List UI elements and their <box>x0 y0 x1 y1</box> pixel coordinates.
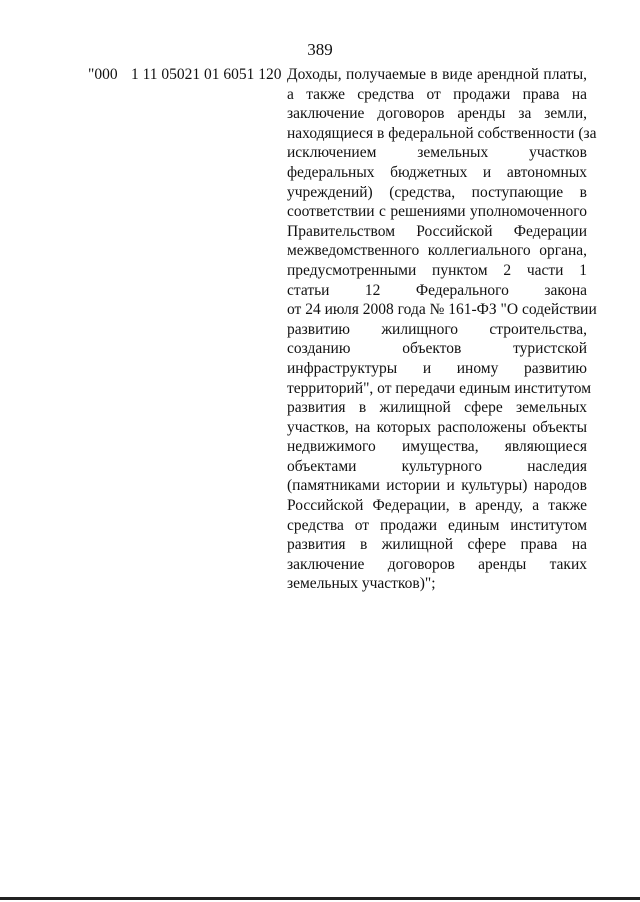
description-line: находящиеся в федеральной собственности (за <box>287 124 597 142</box>
description-line: от 24 июля 2008 года № 161-ФЗ "О содействии <box>287 301 597 319</box>
description-line: средства от продажи единым институтом <box>287 516 587 534</box>
description-line: федеральных бюджетных и автономных <box>287 163 587 181</box>
description-line: межведомственного коллегиального органа, <box>287 242 587 260</box>
description-line: заключение договоров аренды за земли, <box>287 105 587 123</box>
description-line: а также средства от продажи права на <box>287 85 587 103</box>
description-line: территорий", от передачи единым институтом <box>287 379 592 397</box>
description-line: Российской Федерации, в аренду, а также <box>287 497 587 515</box>
description-line: развития в жилищной сфере земельных <box>287 399 587 417</box>
kbk-code: 1 11 05021 01 6051 120 <box>131 66 282 83</box>
description-line: недвижимого имущества, являющиеся <box>287 438 587 456</box>
description-line: Доходы, получаемые в виде арендной платы, <box>287 66 587 83</box>
description-line: статьи 12 Федерального закона <box>287 281 587 299</box>
admin-code: "000 <box>88 66 118 83</box>
description-line: учреждений) (средства, поступающие в <box>287 183 587 201</box>
description-line: заключение договоров аренды таких <box>287 555 587 573</box>
description-line: инфраструктуры и иному развитию <box>287 359 587 377</box>
description-line: развития в жилищной сфере права на <box>287 536 587 554</box>
description-line: созданию объектов туристской <box>287 340 587 358</box>
scan-edge-rule <box>0 897 640 900</box>
description-line: Правительством Российской Федерации <box>287 222 587 240</box>
description-line: объектами культурного наследия <box>287 457 587 475</box>
description-line: предусмотренными пунктом 2 части 1 <box>287 261 587 279</box>
description-line: исключением земельных участков <box>287 144 587 162</box>
revenue-description <box>287 65 597 594</box>
description-line: участков, на которых расположены объекты <box>287 418 587 436</box>
description-line: земельных участков)"; <box>287 575 436 593</box>
page-number: 389 <box>307 40 333 59</box>
description-line: (памятниками истории и культуры) народов <box>287 477 587 495</box>
description-line: соответствии с решениями уполномоченного <box>287 203 587 221</box>
description-line: развитию жилищного строительства, <box>287 320 587 338</box>
